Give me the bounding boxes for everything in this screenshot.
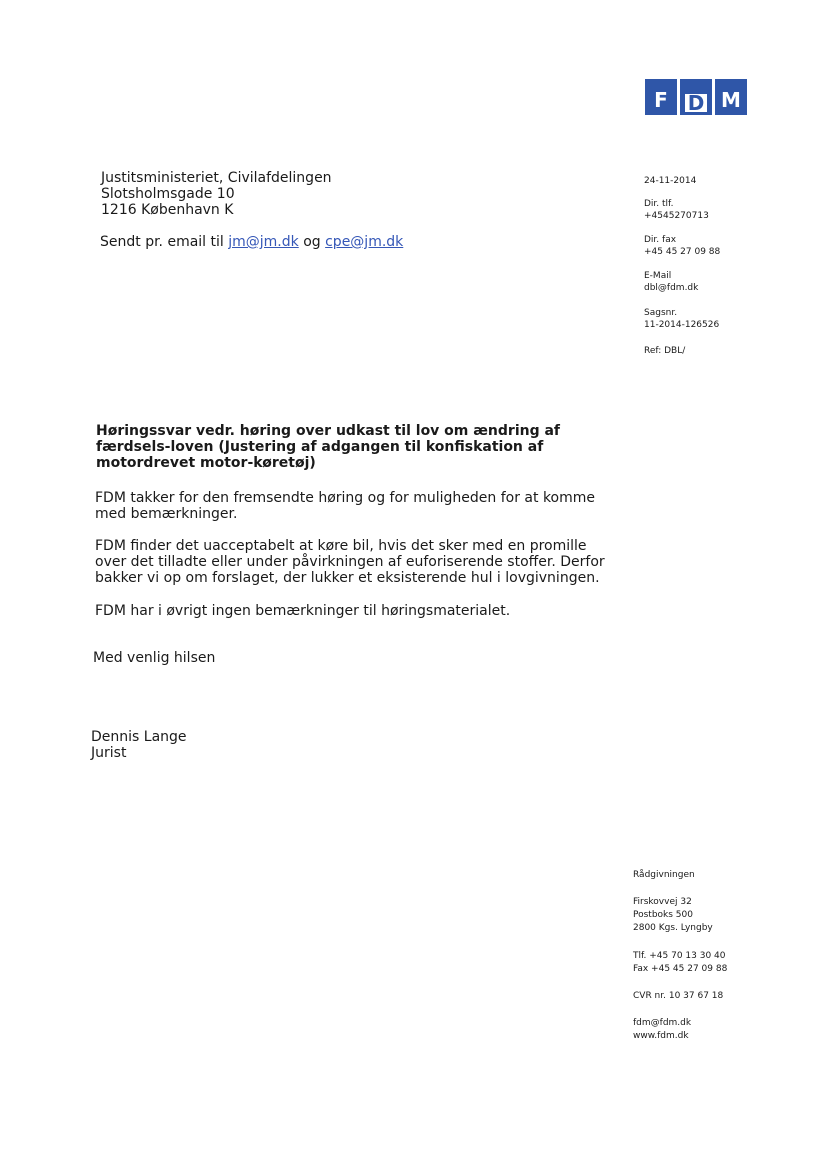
- dir-fax-block: [644, 234, 720, 258]
- logo-tile-d: D: [680, 79, 712, 115]
- signature-title: Jurist: [91, 745, 127, 761]
- email-label: E-Mail: [644, 271, 672, 281]
- reference: Ref: DBL/: [644, 346, 686, 356]
- email-block: [644, 270, 698, 294]
- footer-email[interactable]: fdm@fdm.dk: [633, 1018, 692, 1028]
- email-line-prefix: Sendt pr. email til: [100, 234, 229, 250]
- fdm-logo: [645, 79, 747, 115]
- email-value: dbl@fdm.dk: [644, 283, 699, 293]
- recipient-line: 1216 København K: [101, 202, 234, 218]
- logo-tile-f: F: [645, 79, 677, 115]
- body-paragraph-2: FDM finder det uacceptabelt at køre bil, hvis det sker med en promille over det tilladte eller under påvirkningen af euforiserende stoffer. Derfor bakker vi op om forslaget, der lukker et eksisterende hul i lovgivningen.: [95, 538, 605, 586]
- dir-tlf-label: Dir. tlf.: [644, 199, 674, 209]
- body-paragraph-3: FDM har i øvrigt ingen bemærkninger til høringsmaterialet.: [95, 603, 511, 619]
- footer-cvr: CVR nr. 10 37 67 18: [633, 991, 724, 1001]
- sent-by-email-line: [100, 234, 403, 250]
- footer-tlf: Tlf. +45 70 13 30 40: [633, 951, 726, 961]
- sagsnr-value: 11-2014-126526: [644, 320, 720, 330]
- logo-tile-m: M: [715, 79, 747, 115]
- footer-address-line: Postboks 500: [633, 910, 693, 920]
- body-paragraph-1: FDM takker for den fremsendte høring og for muligheden for at komme med bemærkninger.: [95, 490, 596, 522]
- footer-address-line: Firskovvej 32: [633, 897, 692, 907]
- footer-address: [633, 896, 713, 935]
- recipient-line: Slotsholmsgade 10: [101, 186, 235, 202]
- dir-tlf-value: +4545270713: [644, 211, 709, 221]
- email-link-jm[interactable]: jm@jm.dk: [228, 234, 299, 250]
- letter-subject: Høringssvar vedr. høring over udkast til lov om ændring af færdsels-loven (Justering af adgangen til konfiskation af motordrevet motor-køretøj): [96, 423, 561, 471]
- closing: Med venlig hilsen: [93, 650, 216, 666]
- footer-phone: [633, 950, 727, 976]
- footer-address-line: 2800 Kgs. Lyngby: [633, 923, 713, 933]
- sagsnr-block: [644, 307, 719, 331]
- footer-contact: [633, 1017, 691, 1043]
- dir-fax-label: Dir. fax: [644, 235, 677, 245]
- footer-fax: Fax +45 45 27 09 88: [633, 964, 728, 974]
- dir-fax-value: +45 45 27 09 88: [644, 247, 721, 257]
- footer-heading: Rådgivningen: [633, 870, 695, 880]
- footer-web[interactable]: www.fdm.dk: [633, 1031, 689, 1041]
- recipient-line: Justitsministeriet, Civilafdelingen: [101, 170, 332, 186]
- signature-name: Dennis Lange: [91, 729, 187, 745]
- email-line-joiner: og: [298, 234, 326, 250]
- email-link-cpe[interactable]: cpe@jm.dk: [325, 234, 404, 250]
- sagsnr-label: Sagsnr.: [644, 308, 678, 318]
- signature-block: [91, 729, 187, 761]
- letter-date: 24-11-2014: [644, 176, 697, 186]
- dir-tlf-block: [644, 198, 709, 222]
- recipient-address: [101, 170, 332, 218]
